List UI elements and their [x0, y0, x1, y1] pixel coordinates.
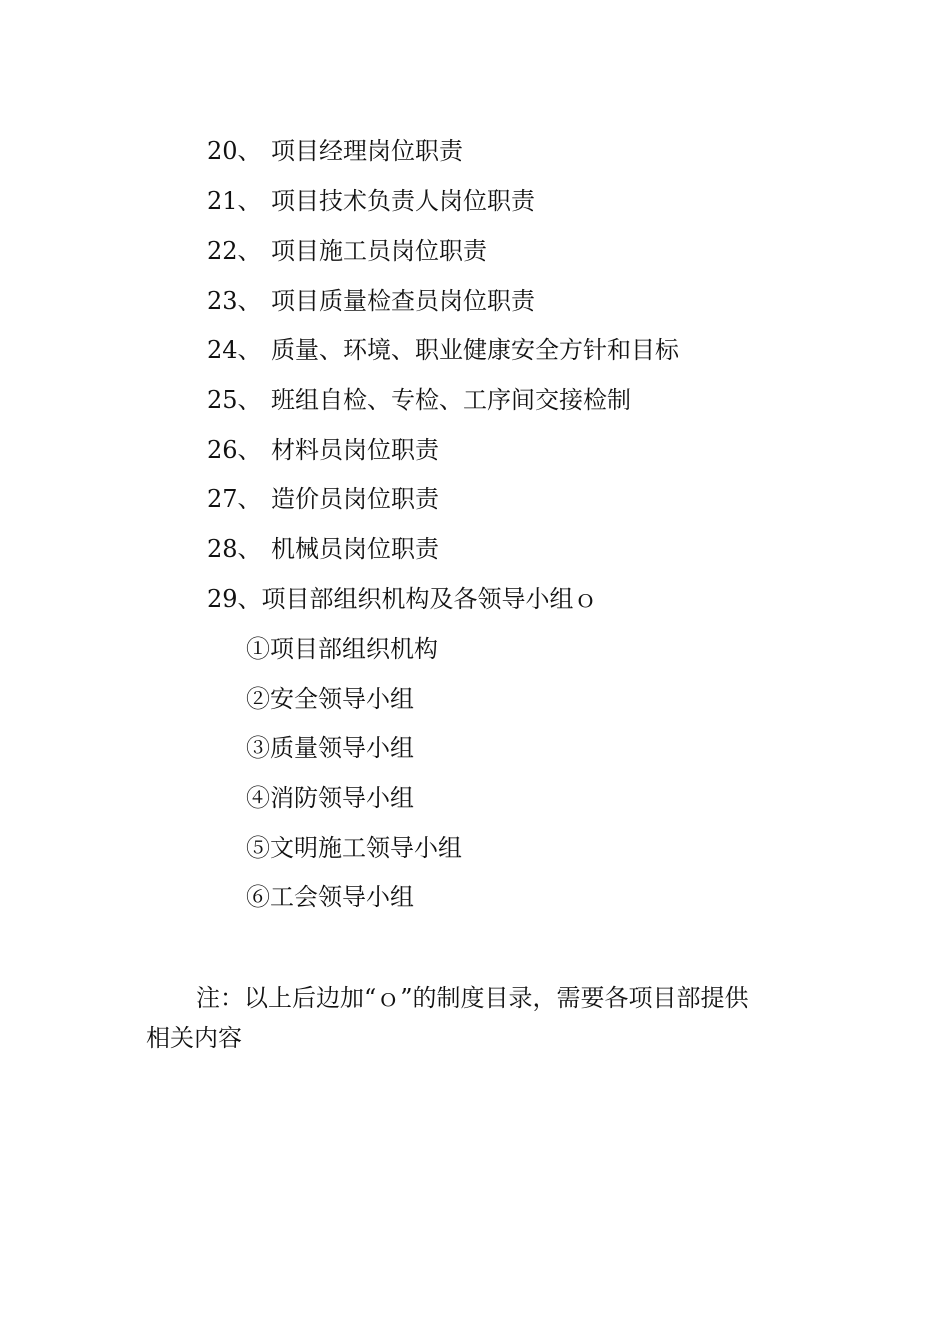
- item-number: 25、: [207, 386, 262, 414]
- list-item-29: 29、项目部组织机构及各领导小组ｏ: [207, 585, 598, 613]
- list-item: [207, 333, 679, 367]
- sub-list-item: ⑤文明施工领导小组: [246, 834, 462, 862]
- note-line-2: 相关内容: [146, 1024, 242, 1052]
- item-number: 22、: [207, 237, 262, 265]
- list-item: [207, 532, 439, 566]
- item-text: 质量、环境、职业健康安全方针和目标: [271, 336, 679, 364]
- item-text: 项目施工员岗位职责: [271, 237, 487, 265]
- list-item: [207, 134, 463, 168]
- sub-list-item: ③质量领导小组: [246, 734, 414, 762]
- item-text: 项目经理岗位职责: [271, 137, 463, 165]
- list-item: [207, 184, 535, 218]
- note-line-1: 注：以上后边加“ｏ”的制度目录，需要各项目部提供: [196, 984, 749, 1012]
- item-text: 班组自检、专检、工序间交接检制: [271, 386, 631, 414]
- item-number: 27、: [207, 485, 262, 513]
- item-text: 材料员岗位职责: [271, 436, 439, 464]
- item-number: 21、: [207, 187, 262, 215]
- item-number: 20、: [207, 137, 262, 165]
- list-item: [207, 383, 631, 417]
- item-number: 24、: [207, 336, 262, 364]
- item-text: 机械员岗位职责: [271, 535, 439, 563]
- item-number: 26、: [207, 436, 262, 464]
- item-text: 项目质量检查员岗位职责: [271, 287, 535, 315]
- list-item: [207, 433, 439, 467]
- sub-list-item: ⑥工会领导小组: [246, 883, 414, 911]
- item-number: 23、: [207, 287, 262, 315]
- list-item: [207, 284, 535, 318]
- item-number: 28、: [207, 535, 262, 563]
- list-item: [207, 234, 487, 268]
- list-item: [207, 482, 439, 516]
- note-paragraph: [146, 981, 810, 1055]
- sub-list-item: ④消防领导小组: [246, 784, 414, 812]
- item-text: 项目技术负责人岗位职责: [271, 187, 535, 215]
- item-text: 造价员岗位职责: [271, 485, 439, 513]
- sub-list-item: ①项目部组织机构: [246, 635, 438, 663]
- sub-list-item: ②安全领导小组: [246, 685, 414, 713]
